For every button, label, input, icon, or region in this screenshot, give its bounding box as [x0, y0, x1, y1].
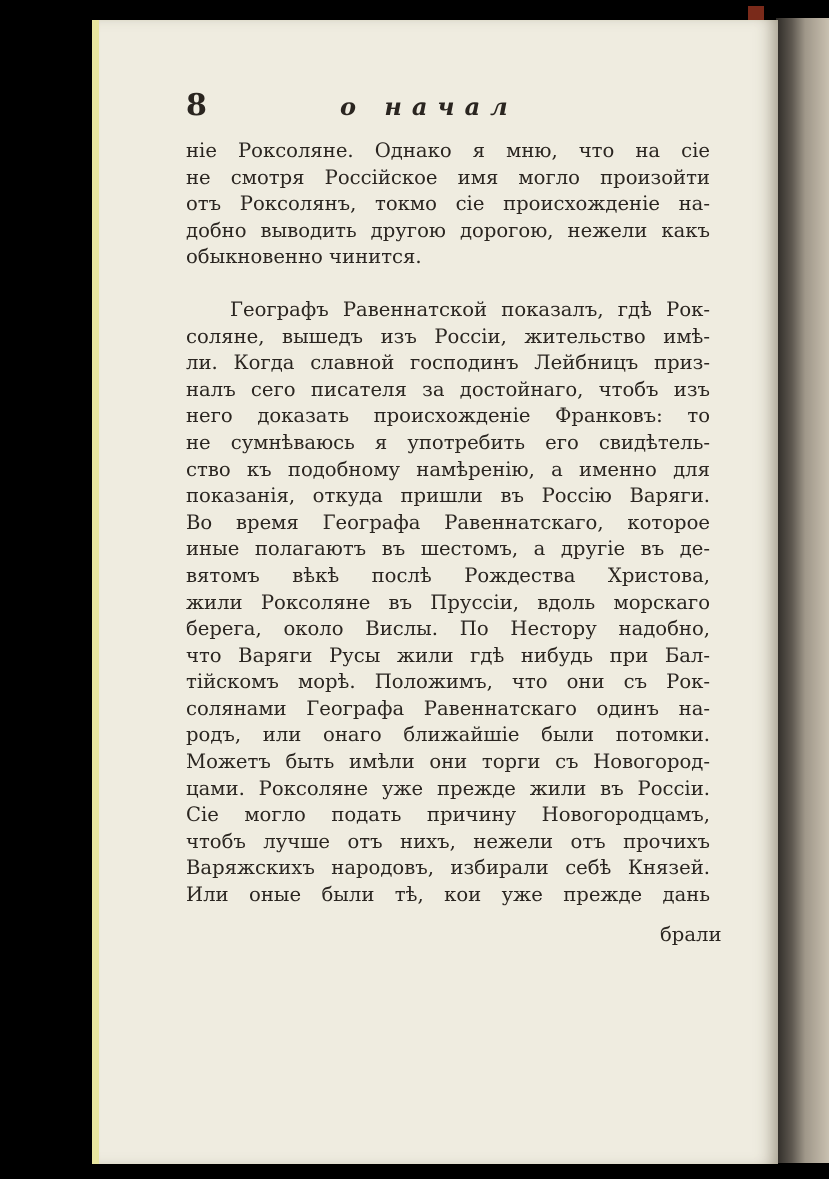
- text-line: родъ, или онаго ближайшіе были потомки.: [186, 723, 710, 747]
- paragraph-gap: [186, 271, 710, 297]
- text-line: показанія, откуда пришли въ Россію Варяги.: [186, 484, 710, 508]
- bookmark-tab: [748, 6, 764, 20]
- text-line: ли. Когда славной господинъ Лейбницъ приз-: [186, 351, 710, 375]
- text-line: соляне, вышедъ изъ Россіи, жительство имѣ-: [186, 324, 710, 348]
- body-text: [186, 138, 710, 909]
- text-line: отъ Роксолянъ, токмо сіе происхожденіе на-: [186, 192, 710, 216]
- text-line: налъ сего писателя за достойнаго, чтобъ изъ: [186, 377, 710, 401]
- text-line: цами. Роксоляне уже прежде жили въ Россіи.: [186, 776, 710, 800]
- text-line: Варяжскихъ народовъ, избирали себѣ Князей.: [186, 856, 710, 880]
- text-line: берега, около Вислы. По Нестору надобно,: [186, 617, 710, 641]
- running-head: [186, 88, 586, 124]
- text-line: него доказать происхожденіе Франковъ: то: [186, 404, 710, 428]
- text-line: тійскомъ морѣ. Положимъ, что они съ Рок-: [186, 670, 710, 694]
- text-line: добно выводить другою дорогою, нежели какъ: [186, 218, 710, 242]
- paragraph: [186, 138, 710, 271]
- text-line: чтобъ лучше отъ нихъ, нежели отъ прочихъ: [186, 829, 710, 853]
- text-line: ство къ подобному намѣренію, а именно для: [186, 457, 710, 481]
- book-cover-edge: [776, 18, 829, 1163]
- text-line: жили Роксоляне въ Пруссіи, вдоль морскаго: [186, 590, 710, 614]
- page-number: 8: [186, 88, 207, 123]
- text-line: Или оные были тѣ, кои уже прежде дань: [186, 883, 710, 907]
- text-line: что Варяги Русы жили гдѣ нибудь при Бал-: [186, 643, 710, 667]
- text-line: иные полагаютъ въ шестомъ, а другіе въ де-: [186, 537, 710, 561]
- text-line: Во время Географа Равеннатскаго, которое: [186, 510, 710, 534]
- text-line: Географъ Равеннатской показалъ, гдѣ Рок-: [230, 297, 710, 321]
- text-line: не сумнѣваюсь я употребить его свидѣтель-: [186, 430, 710, 454]
- paragraph: [186, 297, 710, 909]
- text-line: вятомъ вѣкѣ послѣ Рождества Христова,: [186, 563, 710, 587]
- text-line: Сіе могло подать причину Новогородцамъ,: [186, 803, 710, 827]
- page-gutter-edge: [92, 20, 99, 1164]
- running-head-title: о начал: [340, 92, 518, 121]
- text-line: Можетъ быть имѣли они торги съ Новогород-: [186, 750, 710, 774]
- text-line: солянами Географа Равеннатскаго одинъ на-: [186, 696, 710, 720]
- text-line: ніе Роксоляне. Однако я мню, что на сіе: [186, 139, 710, 162]
- catchword: брали: [660, 923, 722, 946]
- text-line: обыкновенно чинится.: [186, 245, 422, 269]
- text-line: не смотря Россійское имя могло произойти: [186, 165, 710, 189]
